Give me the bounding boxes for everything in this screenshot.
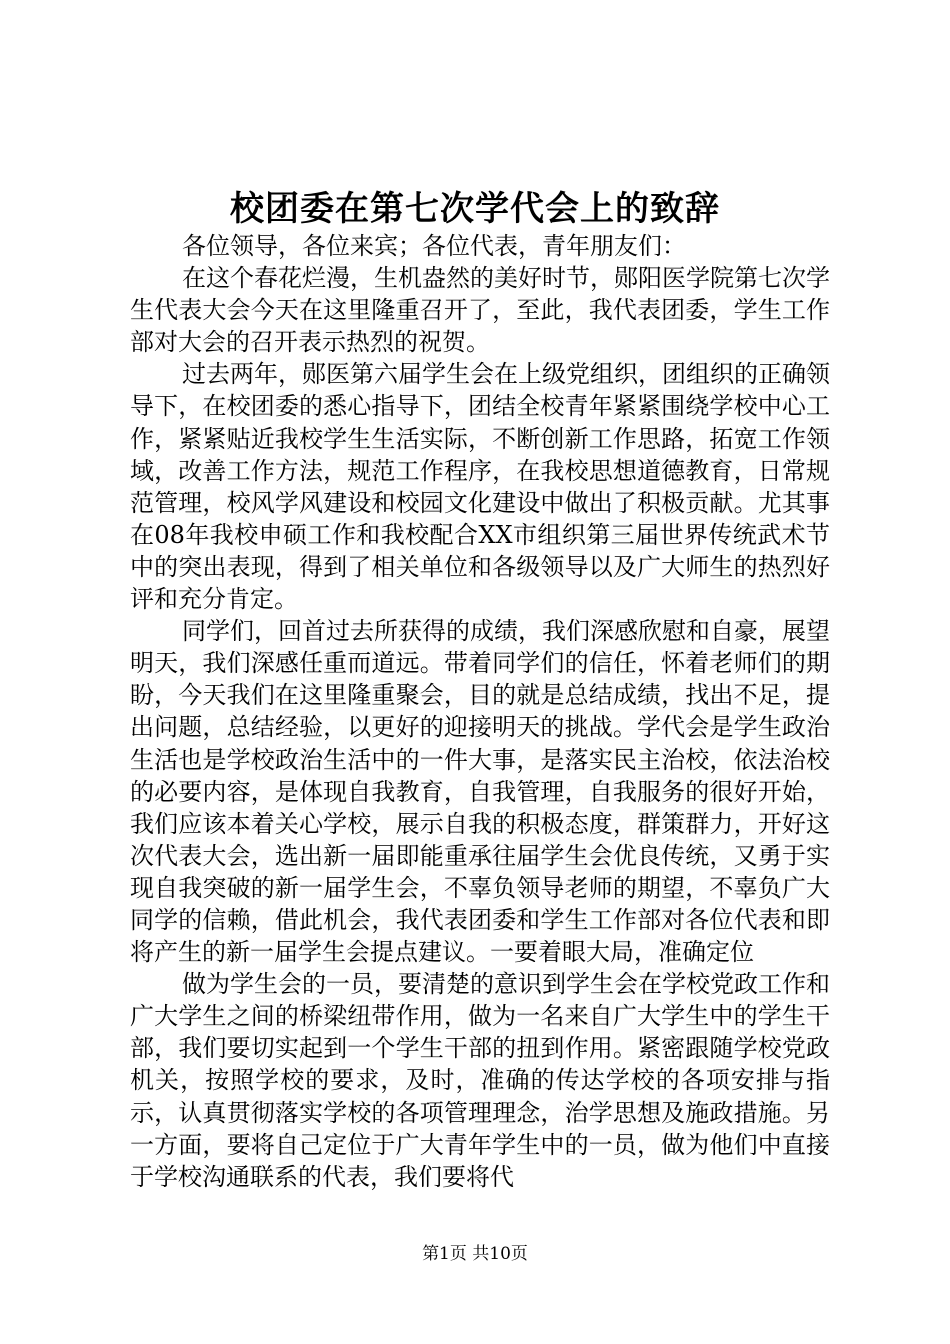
paragraph-looking-ahead: 同学们，回首过去所获得的成绩，我们深感欣慰和自豪，展望明天，我们深感任重而道远。带着同学们的信任，怀着老师们的期盼，今天我们在这里隆重聚会，目的就是总结成绩，找出不足，提出问题，总结经验，以更好的迎接明天的挑战。学代会是学生政治生活也是学校政治生活中的一件大事，是落实民主治校，依法治校的必要内容，是体现自我教育，自我管理，自我服务的很好开始，我们应该本着关心学校，展示自我的积极态度，群策群力，开好这次代表大会，选出新一届即能重承往届学生会优良传统，又勇于实现自我突破的新一届学生会，不辜负领导老师的期望，不辜负广大同学的信赖，借此机会，我代表团委和学生工作部对各位代表和即将产生的新一届学生会提点建议。一要着眼大局，准确定位	[130, 617, 830, 967]
page-number-footer: 第1页 共10页	[422, 1244, 528, 1264]
document-title: 校团委在第七次学代会上的致辞	[230, 189, 720, 229]
paragraph-opening: 在这个春花烂漫，生机盎然的美好时节，郧阳医学院第七次学生代表大会今天在这里隆重召开了，至此，我代表团委，学生工作部对大会的召开表示热烈的祝贺。	[130, 264, 830, 357]
paragraph-role-positioning: 做为学生会的一员，要清楚的意识到学生会在学校党政工作和广大学生之间的桥梁纽带作用，做为一名来自广大学生中的学生干部，我们要切实起到一个学生干部的扭到作用。紧密跟随学校党政机关，按照学校的要求，及时，准确的传达学校的各项安排与指示，认真贯彻落实学校的各项管理理念，治学思想及施政措施。另一方面，要将自己定位于广大青年学生中的一员，做为他们中直接于学校沟通联系的代表，我们要将代	[130, 970, 830, 1191]
document-body	[130, 230, 830, 1193]
paragraph-past-achievements: 过去两年，郧医第六届学生会在上级党组织，团组织的正确领导下，在校团委的悉心指导下，团结全校青年紧紧围绕学校中心工作，紧紧贴近我校学生生活实际，不断创新工作思路，拓宽工作领域，改善工作方法，规范工作程序，在我校思想道德教育，日常规范管理，校风学风建设和校园文化建设中做出了积极贡献。尤其事在08年我校申硕工作和我校配合XX市组织第三届世界传统武术节中的突出表现，得到了相关单位和各级领导以及广大师生的热烈好评和充分肯定。	[130, 360, 830, 614]
paragraph-salutation: 各位领导，各位来宾；各位代表，青年朋友们：	[182, 232, 686, 260]
